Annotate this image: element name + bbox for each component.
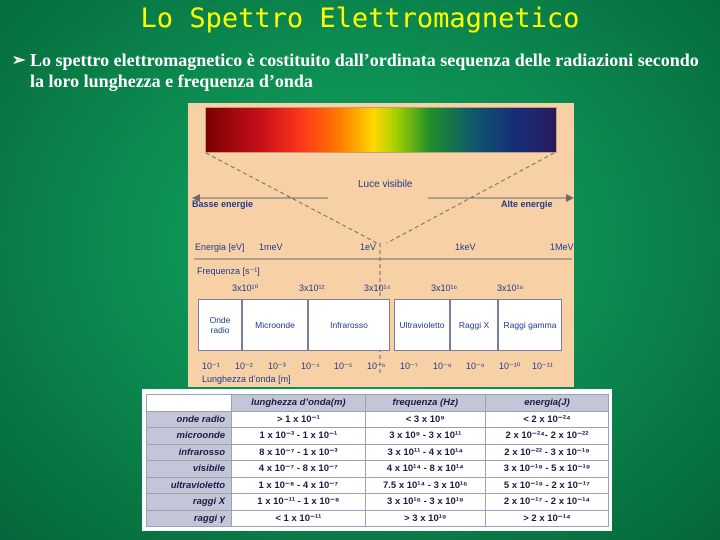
slide-title: Lo Spettro Elettromagnetico [140,3,580,34]
wavelength-cell: 1 x 10⁻¹¹ - 1 x 10⁻⁸ [232,494,366,511]
table-row [147,461,609,478]
energy-cell: 5 x 10⁻¹⁹ - 2 x 10⁻¹⁷ [485,477,608,494]
band-x-rays: Raggi X [450,299,498,351]
frequency-cell: > 3 x 10¹⁹ [365,510,485,527]
wavelength-cell: 4 x 10⁻⁷ - 8 x 10⁻⁷ [232,461,366,478]
table-row [147,494,609,511]
row-name: onde radio [147,411,232,428]
table-row [147,477,609,494]
high-energy-label: Alte energie [501,199,553,209]
energy-tick: 1MeV [550,242,574,252]
table-corner-cell [147,395,232,412]
wavelength-tick: 10⁻¹ [202,361,220,371]
column-header: lunghezza d’onda(m) [232,395,366,412]
wavelength-cell: < 1 x 10⁻¹¹ [232,510,366,527]
energy-cell: > 2 x 10⁻¹⁴ [485,510,608,527]
row-name: ultravioletto [147,477,232,494]
band-infrared: Infrarosso [308,299,390,351]
bullet-text: Lo spettro elettromagnetico è costituito dall’ordinata sequenza delle radiazioni secondo la loro lunghezza e frequenza d’onda [30,50,699,91]
frequency-tick: 3x10¹⁰ [232,283,259,293]
frequency-tick: 3x10¹⁸ [497,283,524,293]
row-name: raggi X [147,494,232,511]
energy-tick: 1eV [360,242,377,252]
frequency-axis-label: Frequenza [s⁻¹] [197,266,260,276]
radiation-table-panel [142,389,612,531]
low-energy-label: Basse energie [192,199,254,209]
bullet-point [12,50,702,92]
band-radio-waves: Onde radio [198,299,242,351]
band-gamma-rays: Raggi gamma [498,299,562,351]
wavelength-tick: 10⁻³ [268,361,286,371]
table-row [147,444,609,461]
wavelength-tick: 10⁻² [235,361,253,371]
frequency-cell: 3 x 10¹¹ - 4 x 10¹⁴ [365,444,485,461]
column-header: frequenza (Hz) [365,395,485,412]
wavelength-tick: 10⁻⁹ [466,361,485,371]
frequency-cell: 4 x 10¹⁴ - 8 x 10¹⁴ [365,461,485,478]
wavelength-cell: > 1 x 10⁻¹ [232,411,366,428]
wavelength-tick: 10⁻¹¹ [532,361,553,371]
row-name: visibile [147,461,232,478]
frequency-cell: < 3 x 10⁹ [365,411,485,428]
frequency-cell: 3 x 10⁹ - 3 x 10¹¹ [365,428,485,445]
energy-cell: 2 x 10⁻²² - 3 x 10⁻¹⁹ [485,444,608,461]
wavelength-cell: 1 x 10⁻⁸ - 4 x 10⁻⁷ [232,477,366,494]
spectrum-bands [198,299,562,351]
column-header: energia(J) [485,395,608,412]
frequency-tick: 3x10¹² [299,283,325,293]
arrow-bullet-icon: ➢ [12,52,26,69]
table-row [147,411,609,428]
energy-cell: 2 x 10⁻¹⁷ - 2 x 10⁻¹⁴ [485,494,608,511]
energy-tick: 1meV [259,242,283,252]
table-row [147,510,609,527]
band-microwaves: Microonde [242,299,308,351]
frequency-tick: 3x10¹⁴ [364,283,391,293]
frequency-cell: 3 x 10¹⁶ - 3 x 10¹⁹ [365,494,485,511]
visible-light-label: Luce visibile [358,179,413,190]
wavelength-cell: 1 x 10⁻³ - 1 x 10⁻¹ [232,428,366,445]
row-name: infrarosso [147,444,232,461]
wavelength-tick: 10⁻¹⁰ [499,361,521,371]
frequency-tick: 3x10¹⁶ [431,283,458,293]
energy-axis-label: Energia [eV] [195,242,245,252]
wavelength-tick: 10⁻⁶ [367,361,386,371]
table-row [147,428,609,445]
energy-tick: 1keV [455,242,476,252]
wavelength-tick: 10⁻⁸ [433,361,452,371]
wavelength-tick: 10⁻⁷ [400,361,419,371]
band-ultraviolet: Ultravioletto [394,299,450,351]
wavelength-tick: 10⁻⁴ [301,361,320,371]
energy-cell: 2 x 10⁻²⁴- 2 x 10⁻²² [485,428,608,445]
table-header-row [147,395,609,412]
frequency-cell: 7.5 x 10¹⁴ - 3 x 10¹⁶ [365,477,485,494]
row-name: raggi γ [147,510,232,527]
row-name: microonde [147,428,232,445]
wavelength-cell: 8 x 10⁻⁷ - 1 x 10⁻³ [232,444,366,461]
wavelength-tick: 10⁻⁵ [334,361,353,371]
wavelength-axis-label: Lunghezza d’onda [m] [202,374,291,384]
radiation-table [146,394,609,527]
energy-cell: < 2 x 10⁻²⁴ [485,411,608,428]
energy-cell: 3 x 10⁻¹⁹ - 5 x 10⁻¹⁹ [485,461,608,478]
spectrum-diagram [188,103,574,387]
